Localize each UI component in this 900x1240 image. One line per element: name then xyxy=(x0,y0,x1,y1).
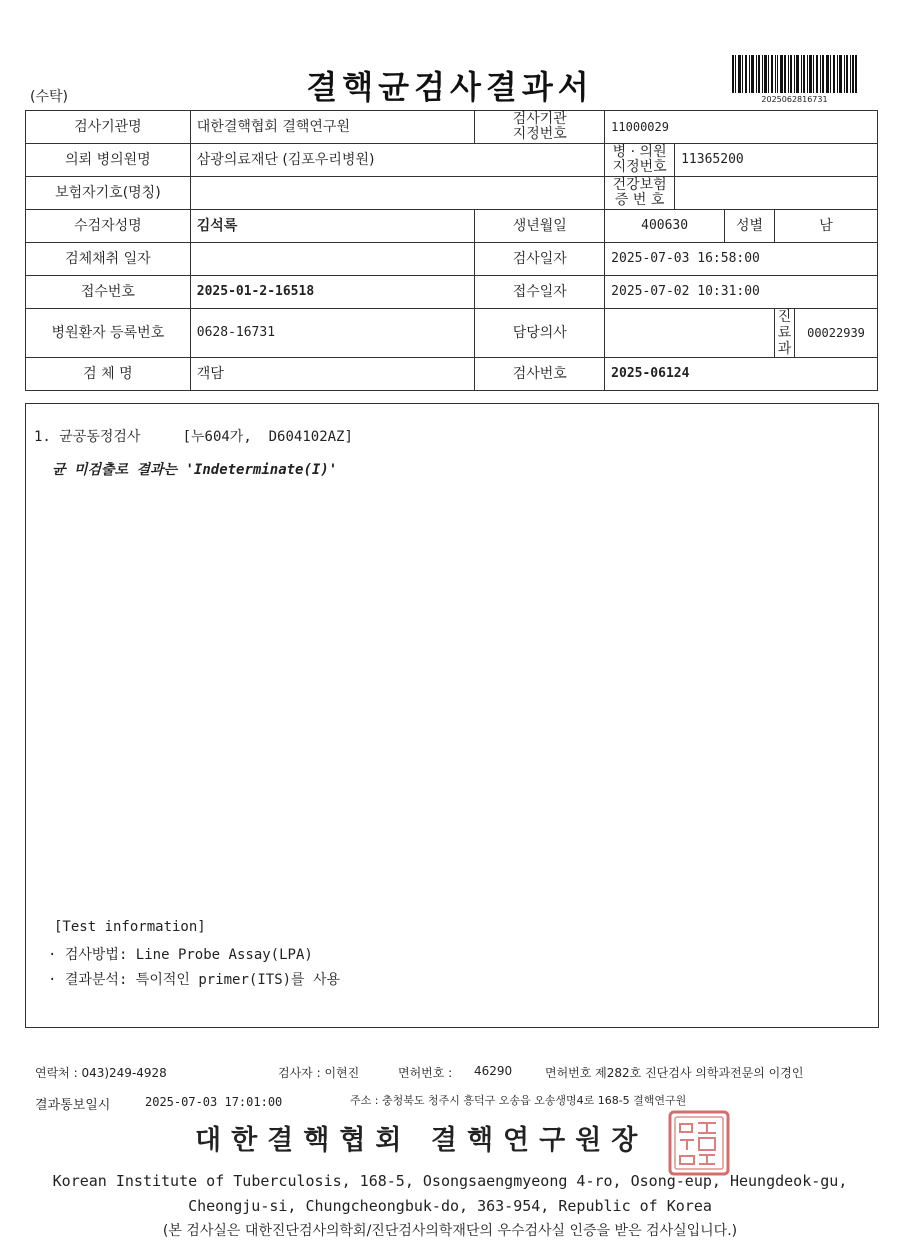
table-row xyxy=(26,144,878,177)
report-title: 결핵균검사결과서 xyxy=(306,68,594,106)
dob-label: 생년월일 xyxy=(475,210,605,243)
lab-name-label: 검사기관명 xyxy=(26,111,191,144)
result-line-2: 균 미검출로 결과는 'Indeterminate(I)' xyxy=(52,462,338,478)
license-number: 46290 xyxy=(474,1064,513,1078)
dept-label: 진료과 xyxy=(775,309,795,358)
doctor xyxy=(605,309,775,358)
collection-date xyxy=(190,243,475,276)
result-analysis: · 결과분석: 특이적인 primer(ITS)를 사용 xyxy=(48,972,341,988)
table-row xyxy=(26,276,878,309)
health-ins-label: 건강보험 증 번 호 xyxy=(605,177,675,210)
test-date-label: 검사일자 xyxy=(475,243,605,276)
result-line-1: 1. 균공동정검사 [누604가, D604102AZ] xyxy=(34,429,353,445)
receipt-no: 2025-01-2-16518 xyxy=(190,276,475,309)
clinic-code: 11365200 xyxy=(675,144,878,177)
collection-date-label: 검체채취 일자 xyxy=(26,243,191,276)
table-row xyxy=(26,358,878,391)
lab-code: 11000029 xyxy=(605,111,878,144)
specimen-label: 검 체 명 xyxy=(26,358,191,391)
barcode-icon xyxy=(732,55,857,93)
english-address-line-1: Korean Institute of Tuberculosis, 168-5, Osongsaengmyeong 4-ro, Osong-eup, Heungdeok-gu, xyxy=(52,1172,848,1190)
receipt-date: 2025-07-02 10:31:00 xyxy=(605,276,878,309)
dept: 00022939 xyxy=(794,309,877,358)
result-box xyxy=(25,403,879,1028)
sex: 남 xyxy=(775,210,878,243)
sex-label: 성별 xyxy=(725,210,775,243)
referring-hospital-label: 의뢰 병의원명 xyxy=(26,144,191,177)
examiner: 검사자 : 이현진 xyxy=(278,1066,360,1080)
table-row xyxy=(26,111,878,144)
english-address-line-2: Cheongju-si, Chungcheongbuk-do, 363-954, Republic of Korea xyxy=(188,1197,712,1215)
table-row xyxy=(26,243,878,276)
contact: 연락처 : 043)249-4928 xyxy=(35,1066,167,1080)
certification-note: (본 검사실은 대한진단검사의학회/진단검사의학재단의 우수검사실 인증을 받은 검사실입니다.) xyxy=(162,1223,738,1239)
patient-name-label: 수검자성명 xyxy=(26,210,191,243)
receipt-no-label: 접수번호 xyxy=(26,276,191,309)
address: 주소 : 충청북도 청주시 흥덕구 오송읍 오송생명4로 168-5 결핵연구원 xyxy=(350,1094,687,1107)
test-method: · 검사방법: Line Probe Assay(LPA) xyxy=(48,947,313,963)
lab-code-label: 검사기관 지정번호 xyxy=(475,111,605,144)
report-date-label: 결과통보일시 xyxy=(35,1098,111,1113)
official-seal-icon xyxy=(668,1110,730,1176)
organization-name: 대한결핵협회 결핵연구원장 xyxy=(195,1125,648,1156)
patient-reg-label: 병원환자 등록번호 xyxy=(26,309,191,358)
test-info-heading: [Test information] xyxy=(54,919,206,935)
clinic-code-label: 병 · 의원 지정번호 xyxy=(605,144,675,177)
referring-hospital: 삼광의료재단 (김포우리병원) xyxy=(190,144,604,177)
insured xyxy=(190,177,604,210)
doctor-label: 담당의사 xyxy=(475,309,605,358)
patient-info-table xyxy=(25,110,878,391)
test-date: 2025-07-03 16:58:00 xyxy=(605,243,878,276)
consign-tag: (수탁) xyxy=(30,89,68,105)
table-row xyxy=(26,210,878,243)
health-ins-number xyxy=(675,177,878,210)
barcode-number: 2025062816731 xyxy=(761,95,828,104)
report-date: 2025-07-03 17:01:00 xyxy=(145,1095,283,1109)
lab-name: 대한결핵협회 결핵연구원 xyxy=(190,111,475,144)
specialist: 면허번호 제282호 진단검사 의학과전문의 이경인 xyxy=(545,1066,804,1080)
dob: 400630 xyxy=(605,210,725,243)
insured-label: 보험자기호(명칭) xyxy=(26,177,191,210)
test-no-label: 검사번호 xyxy=(475,358,605,391)
specimen: 객담 xyxy=(190,358,475,391)
receipt-date-label: 접수일자 xyxy=(475,276,605,309)
table-row xyxy=(26,309,878,358)
patient-name: 김석록 xyxy=(190,210,475,243)
patient-reg: 0628-16731 xyxy=(190,309,475,358)
table-row xyxy=(26,177,878,210)
license-label: 면허번호 : xyxy=(398,1066,453,1080)
test-no: 2025-06124 xyxy=(605,358,878,391)
